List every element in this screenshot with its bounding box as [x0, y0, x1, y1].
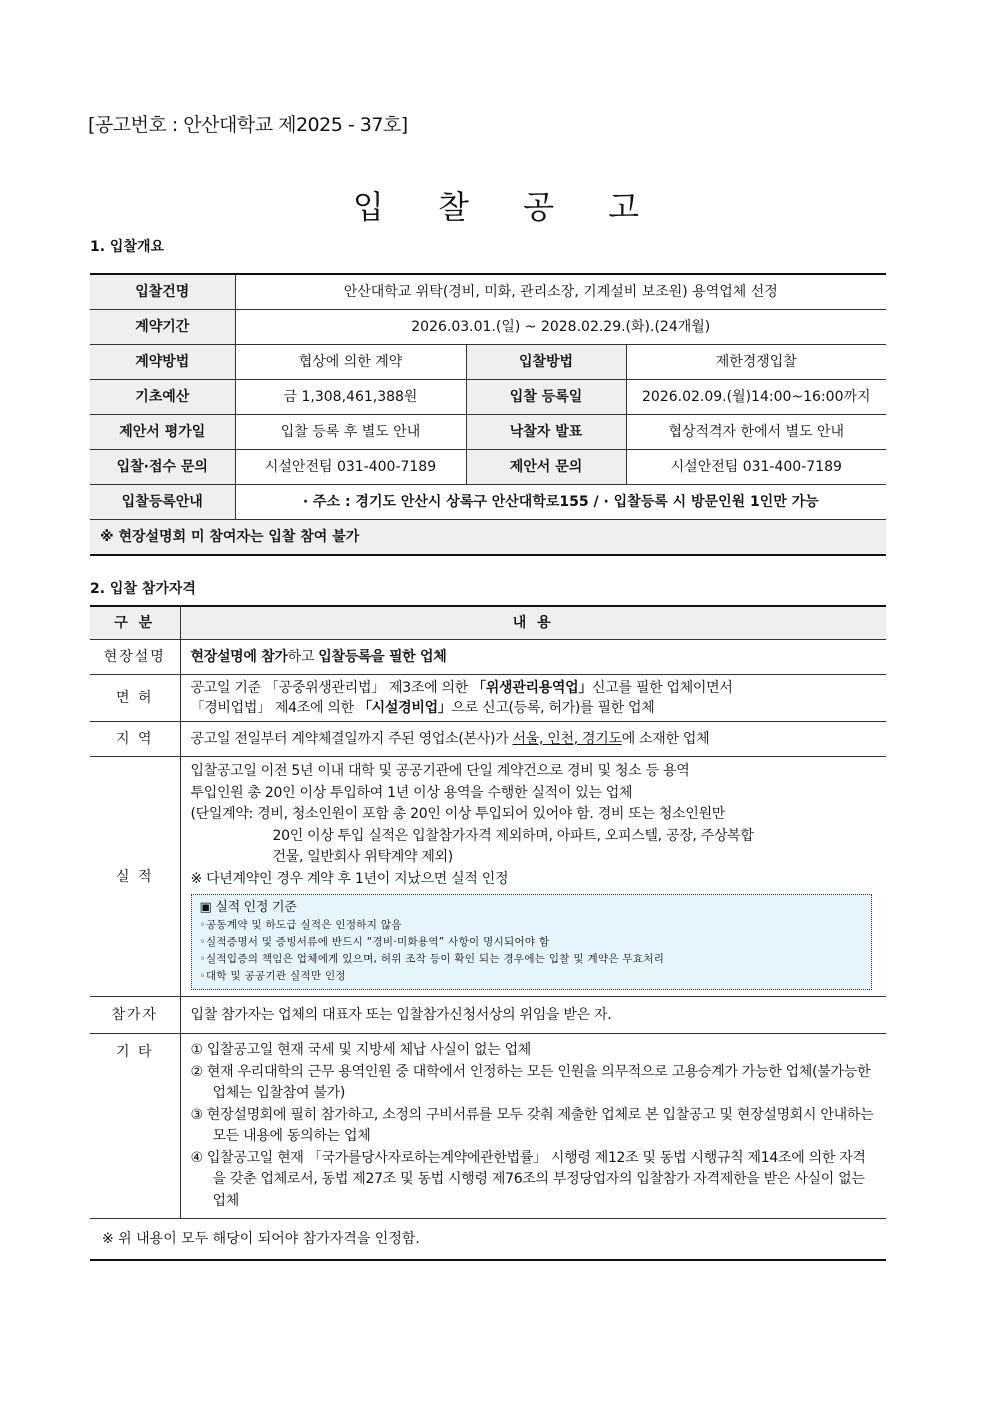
bid-method-label: 입찰방법: [466, 345, 626, 380]
table-row: [90, 1034, 886, 1219]
table-row: [90, 757, 886, 997]
record-line: 입찰공고일 이전 5년 이내 대학 및 공공기관에 단일 계약건으로 경비 및 청소 등 용역: [190, 763, 690, 779]
bid-name-value: 안산대학교 위탁(경비, 미화, 관리소장, 기계설비 보조원) 용역업체 선정: [235, 274, 886, 310]
license-text: 「경비업법」 제4조에 의한: [190, 700, 358, 716]
record-line: ※ 다년계약인 경우 계약 후 1년이 지났으면 실적 인정: [190, 870, 509, 887]
etc-item: ① 입찰공고일 현재 국세 및 지방세 체납 사실이 없는 업체: [190, 1042, 532, 1058]
qualification-footnote: ※ 위 내용이 모두 해당이 되어야 참가자격을 인정함.: [90, 1219, 886, 1261]
license-label: 면 허: [90, 675, 180, 722]
table-row: [90, 520, 886, 556]
license-line-1: [191, 678, 877, 698]
license-content: [180, 675, 886, 722]
license-text: 공고일 기준 「공중위생관리법」 제3조에 의한: [190, 680, 473, 696]
table-row: [90, 1219, 886, 1261]
table-row: [90, 380, 886, 415]
table-header-row: [90, 606, 886, 640]
region-text: 공고일 전일부터 계약체결일까지 주된 영업소(본사)가: [190, 731, 513, 747]
participant-content: 입찰 참가자는 업체의 대표자 또는 입찰참가신청서상의 위임을 받은 자.: [180, 997, 886, 1034]
table-row: [90, 640, 886, 675]
document-title: 입 찰 공 고: [352, 188, 662, 226]
record-content: [180, 757, 886, 997]
etc-content: [180, 1034, 886, 1219]
site-briefing-bold-2: 입찰등록을 필한 업체: [318, 649, 447, 665]
license-text: 으로 신고(등록, 허가)를 필한 업체: [451, 700, 655, 716]
table-row: [90, 675, 886, 722]
registration-info-value: · 주소 : 경기도 안산시 상록구 안산대학로155 / · 입찰등록 시 방문인원 1인만 가능: [235, 485, 886, 520]
table-row: [90, 485, 886, 520]
section1-heading: 1. 입찰개요: [90, 239, 165, 255]
license-type-hygiene: 「위생관리용역업」: [472, 680, 593, 696]
record-label: 실 적: [90, 757, 180, 997]
contract-method-value: 협상에 의한 계약: [235, 345, 466, 380]
notice-number: [공고번호 : 안산대학교 제2025 - 37호]: [88, 114, 408, 136]
etc-item: ③ 현장설명회에 필히 참가하고, 소정의 구비서류를 모두 갖춰 제출한 업체로 본 입찰공고 및 현장설명회시 안내하는 모든 내용에 동의하는 업체: [190, 1106, 874, 1144]
record-line: (단일계약: 경비, 청소인원이 포함 총 20인 이상 투입되어 있어야 함. 경비 또는 청소인원만: [190, 806, 726, 822]
etc-item: ② 현재 우리대학의 근무 용역인원 중 대학에서 인정하는 모든 인원을 의무적으로 고용승계가 가능한 업체(불가능한 업체는 입찰참여 불가): [190, 1063, 871, 1101]
contract-period-label: 계약기간: [90, 310, 235, 345]
table-row: [90, 997, 886, 1034]
etc-item: ④ 입찰공고일 현재 「국가를당사자로하는계약에관한법률」 시행령 제12조 및 동법 시행규칙 제14조에 의한 자격을 갖춘 업체로서, 동법 제27조 및 동법 시행령 제76조의 부정당업자의 입찰참가 자격제한을 받은 사실이 없는 업체: [190, 1149, 866, 1209]
bid-name-label: 입찰건명: [90, 274, 235, 310]
region-text: 에 소재한 업체: [621, 731, 710, 747]
record-line: 20인 이상 투입 실적은 입찰참가자격 제외하며, 아파트, 오피스텔, 공장, 주상복합: [272, 827, 754, 844]
record-line: 건물, 일반회사 위탁계약 제외): [272, 849, 453, 865]
bid-method-value: 제한경쟁입찰: [626, 345, 886, 380]
budget-label: 기초예산: [90, 380, 235, 415]
table-row: [90, 274, 886, 310]
record-criteria-item: ◦실적입증의 책임은 업체에게 있으며, 허위 조작 등이 확인 되는 경우에는 입찰 및 계약은 무효처리: [199, 953, 665, 965]
registration-date-value: 2026.02.09.(월)14:00~16:00까지: [626, 380, 886, 415]
site-briefing-note: ※ 현장설명회 미 참여자는 입찰 참여 불가: [90, 520, 886, 556]
region-content: [180, 722, 886, 757]
proposal-inquiry-value: 시설안전팀 031-400-7189: [626, 450, 886, 485]
registration-date-label: 입찰 등록일: [466, 380, 626, 415]
table-row: [90, 345, 886, 380]
proposal-inquiry-label: 제안서 문의: [466, 450, 626, 485]
record-criteria-box: [191, 894, 873, 990]
contract-method-label: 계약방법: [90, 345, 235, 380]
evaluation-date-label: 제안서 평가일: [90, 415, 235, 450]
table-row: [90, 415, 886, 450]
license-line-2: [191, 698, 877, 718]
license-text: 신고를 필한 업체이면서: [592, 680, 733, 696]
contract-period-value: 2026.03.01.(일) ~ 2028.02.29.(화).(24개월): [235, 310, 886, 345]
record-criteria-item: ◦대학 및 공공기관 실적만 인정: [199, 970, 346, 982]
participant-label: 참가자: [90, 997, 180, 1034]
table-row: [90, 450, 886, 485]
region-label: 지 역: [90, 722, 180, 757]
evaluation-date-value: 입찰 등록 후 별도 안내: [235, 415, 466, 450]
record-criteria-item: ◦실적증명서 및 증빙서류에 반드시 “경비·미화용역” 사항이 명시되어야 함: [199, 936, 550, 948]
table-row: [90, 310, 886, 345]
bid-overview-table: [90, 273, 886, 556]
table-row: [90, 722, 886, 757]
winner-announcement-label: 낙찰자 발표: [466, 415, 626, 450]
etc-label: 기 타: [90, 1034, 180, 1219]
registration-info-label: 입찰등록안내: [90, 485, 235, 520]
column-header-category: 구 분: [90, 606, 180, 640]
region-areas: 서울, 인천, 경기도: [512, 731, 622, 747]
site-briefing-label: 현장설명: [90, 640, 180, 675]
site-briefing-content: [180, 640, 886, 675]
budget-value: 금 1,308,461,388원: [235, 380, 466, 415]
record-criteria-title: ▣ 실적 인정 기준: [199, 900, 297, 915]
record-criteria-item: ◦공동계약 및 하도급 실적은 인정하지 않음: [199, 919, 402, 931]
winner-announcement-value: 협상적격자 한에서 별도 안내: [626, 415, 886, 450]
site-briefing-text: 하고: [287, 649, 319, 665]
bid-inquiry-value: 시설안전팀 031-400-7189: [235, 450, 466, 485]
qualification-table: [90, 605, 886, 1261]
record-line: 투입인원 총 20인 이상 투입하여 1년 이상 용역을 수행한 실적이 있는 업체: [190, 784, 633, 801]
column-header-content: 내 용: [180, 606, 886, 640]
bid-inquiry-label: 입찰·접수 문의: [90, 450, 235, 485]
site-briefing-bold-1: 현장설명에 참가: [190, 649, 288, 665]
license-type-security: 「시설경비업」: [357, 700, 452, 716]
section2-heading: 2. 입찰 참가자격: [90, 581, 196, 597]
